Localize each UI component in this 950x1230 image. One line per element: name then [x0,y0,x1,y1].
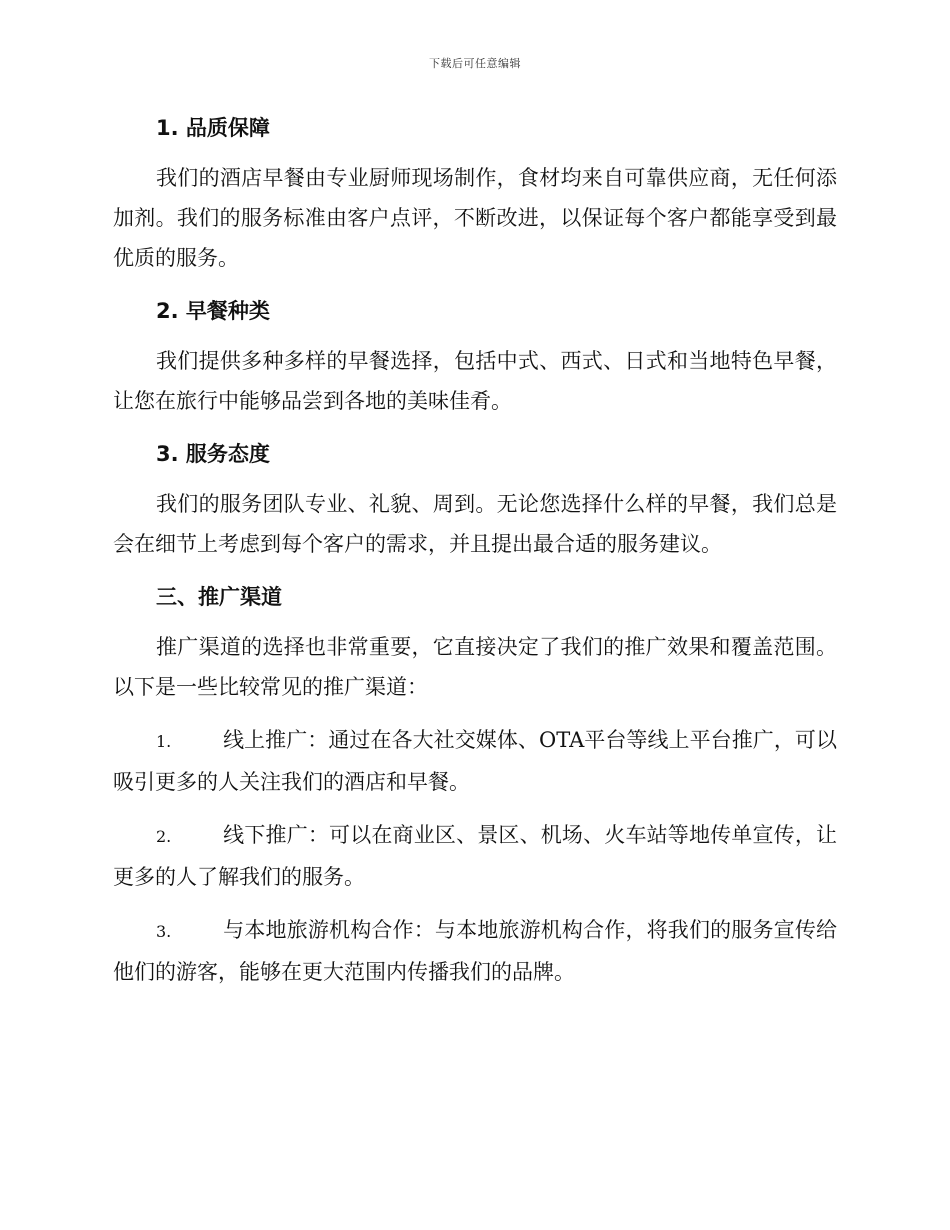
list-item-number: 1. [156,732,172,751]
section-heading-breakfast-types: 2. 早餐种类 [156,299,270,323]
section-heading-quality: 1. 品质保障 [156,116,270,140]
section-heading-service-attitude: 3. 服务态度 [156,442,270,466]
list-item [113,815,837,897]
document-body [113,108,837,1005]
page-header: 下载后可任意编辑 [429,57,521,70]
list-item-number: 2. [156,827,172,846]
list-item-text: 线下推广：可以在商业区、景区、机场、火车站等地传单宣传，让更多的人了解我们的服务。 [113,823,837,889]
list-item-text: 与本地旅游机构合作：与本地旅游机构合作，将我们的服务宣传给他们的游客，能够在更大范围内传播我们的品牌。 [113,918,837,984]
list-item-text: 线上推广：通过在各大社交媒体、OTA平台等线上平台推广，可以吸引更多的人关注我们的酒店和早餐。 [113,728,837,794]
section-paragraph-quality: 我们的酒店早餐由专业厨师现场制作，食材均来自可靠供应商，无任何添加剂。我们的服务标准由客户点评，不断改进，以保证每个客户都能享受到最优质的服务。 [113,166,837,270]
section-heading-promotion-channels: 三、推广渠道 [156,585,282,609]
section-paragraph-breakfast-types: 我们提供多种多样的早餐选择，包括中式、西式、日式和当地特色早餐，让您在旅行中能够品尝到各地的美味佳肴。 [113,349,837,413]
list-item-number: 3. [156,922,172,941]
section-paragraph-service-attitude: 我们的服务团队专业、礼貌、周到。无论您选择什么样的早餐，我们总是会在细节上考虑到每个客户的需求，并且提出最合适的服务建议。 [113,492,837,556]
list-item [113,910,837,992]
list-item [113,720,837,802]
section-paragraph-promotion-channels: 推广渠道的选择也非常重要，它直接决定了我们的推广效果和覆盖范围。以下是一些比较常见的推广渠道： [113,635,837,699]
